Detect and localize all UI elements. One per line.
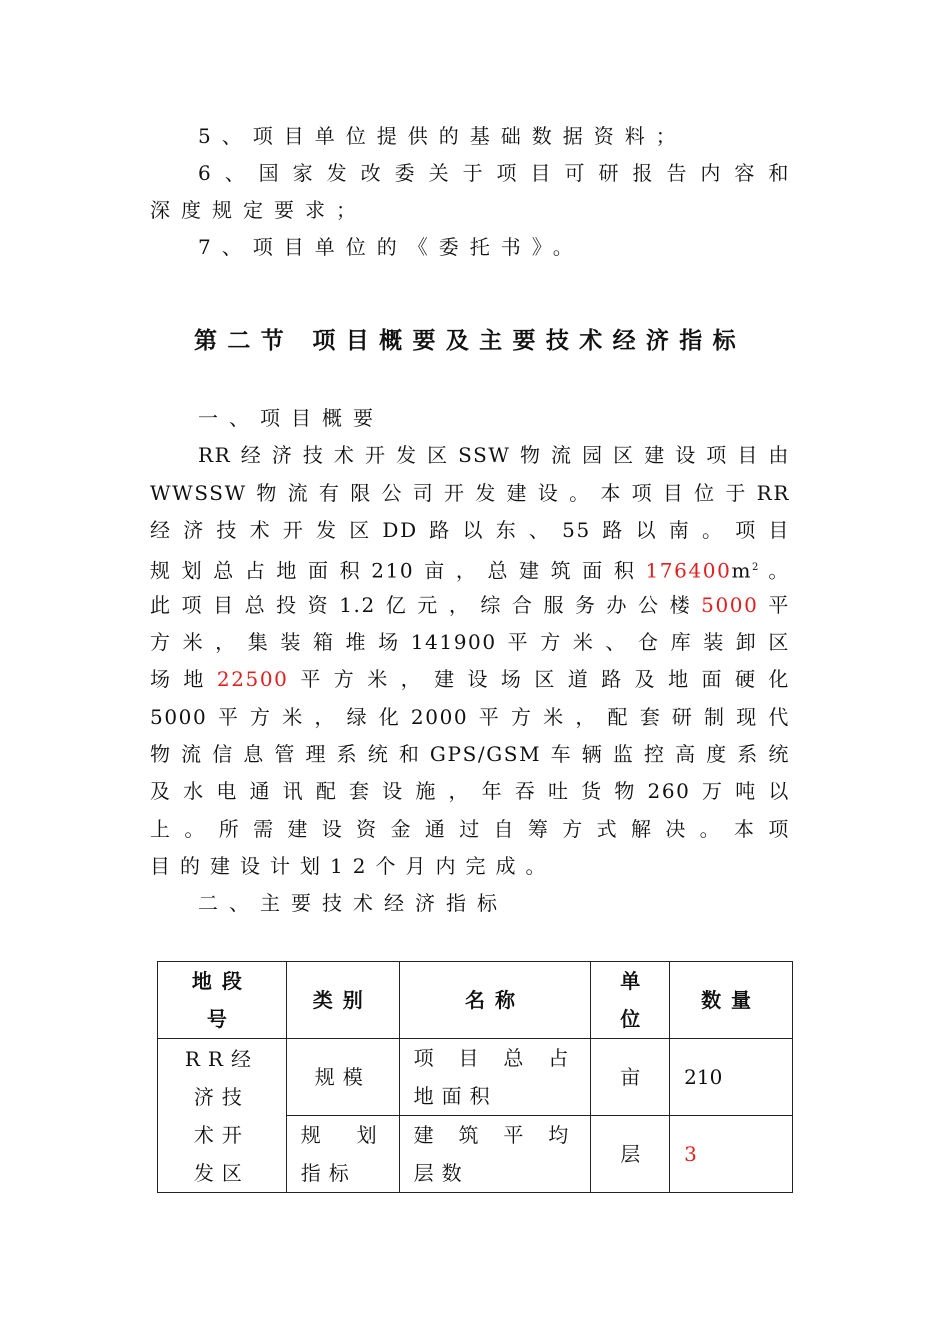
quantity-cell: 3 [670,1116,793,1193]
para-line-7-start: 场地 [150,667,217,691]
para-line-5 [150,587,790,624]
district-line: 术开 [193,1122,250,1147]
district-line: 济技 [193,1084,250,1109]
header-name: 名称 [399,962,591,1039]
para-line-2: WWSSW物流有限公司开发建设。本项目位于RR [150,481,790,505]
para-line-4-end: 。 [758,558,790,583]
subsection-heading-indicators: 二、主要技术经济指标 [198,891,508,915]
category-cell [286,1116,399,1193]
name-cell [399,1116,591,1193]
para-line-4-text: 规划总占地面积210亩，总建筑面积 [150,558,646,583]
district-cell [158,1039,287,1193]
category-line: 规划 [300,1123,385,1147]
header-quantity: 数量 [670,962,793,1039]
para-line-12: 目的建设计划12个月内完成。 [150,854,556,878]
header-section-line-1: 地段 [191,969,252,993]
subsection-heading-overview: 一、项目概要 [198,406,384,430]
para-line-6: 方米，集装箱堆场141900平方米、仓库装卸区 [150,630,790,654]
header-unit-line-2: 位 [620,1007,641,1031]
list-item-6: 6、国家发改委关于项目可研报告内容和 [198,161,790,185]
header-category: 类别 [286,962,399,1039]
para-line-7 [150,661,790,698]
list-item-5: 5、项目单位提供的基础数据资料； [198,124,687,148]
table-row [158,1039,793,1116]
para-line-8: 5000平方米，绿化2000平方米，配套研制现代 [150,705,790,729]
name-line: 建筑平均 [413,1123,577,1147]
para-line-4 [150,549,790,586]
unit-cell: 层 [591,1116,670,1193]
name-cell [399,1039,591,1116]
para-line-5-text: 此项目总投资1.2亿元，综合服务办公楼 [150,593,702,617]
para-line-9: 物流信息管理系统和GPS/GSM车辆监控高度系统 [150,742,790,766]
para-line-7-end: 平方米，建设场区道路及地面硬化 [288,667,791,691]
area-unit: m [731,558,753,583]
area-unit-superscript: 2 [752,562,759,573]
office-area-value: 5000 [701,593,759,617]
list-item-7: 7、项目单位的《委托书》。 [198,235,584,259]
district-line: RR经 [184,1046,259,1071]
section-title: 第二节 项目概要及主要技术经济指标 [194,328,746,354]
total-floor-area-value: 176400 [645,558,732,583]
district-line: 发区 [193,1160,250,1185]
para-line-5-end: 平 [758,593,790,617]
para-line-11: 上。所需建设资金通过自筹方式解决。本项 [150,817,790,841]
name-line: 地面积 [413,1084,498,1108]
warehouse-area-value: 22500 [216,667,289,691]
header-unit-line-1: 单 [620,969,641,993]
indicators-table [157,961,793,1193]
category-cell: 规模 [286,1039,399,1116]
header-section-number [158,962,287,1039]
name-line: 层数 [413,1161,470,1185]
para-line-3: 经济技术开发区DD路以东、55路以南。项目 [150,518,790,542]
header-unit [591,962,670,1039]
name-line: 项目总占 [413,1046,577,1070]
list-item-6-cont: 深度规定要求； [150,198,367,222]
para-line-1: RR经济技术开发区SSW物流园区建设项目由 [198,443,790,467]
table-header-row [158,962,793,1039]
para-line-10: 及水电通讯配套设施，年吞吐货物260万吨以 [150,779,790,803]
category-line: 指标 [300,1161,357,1185]
quantity-cell: 210 [670,1039,793,1116]
header-section-line-2: 号 [206,1007,237,1031]
unit-cell: 亩 [591,1039,670,1116]
